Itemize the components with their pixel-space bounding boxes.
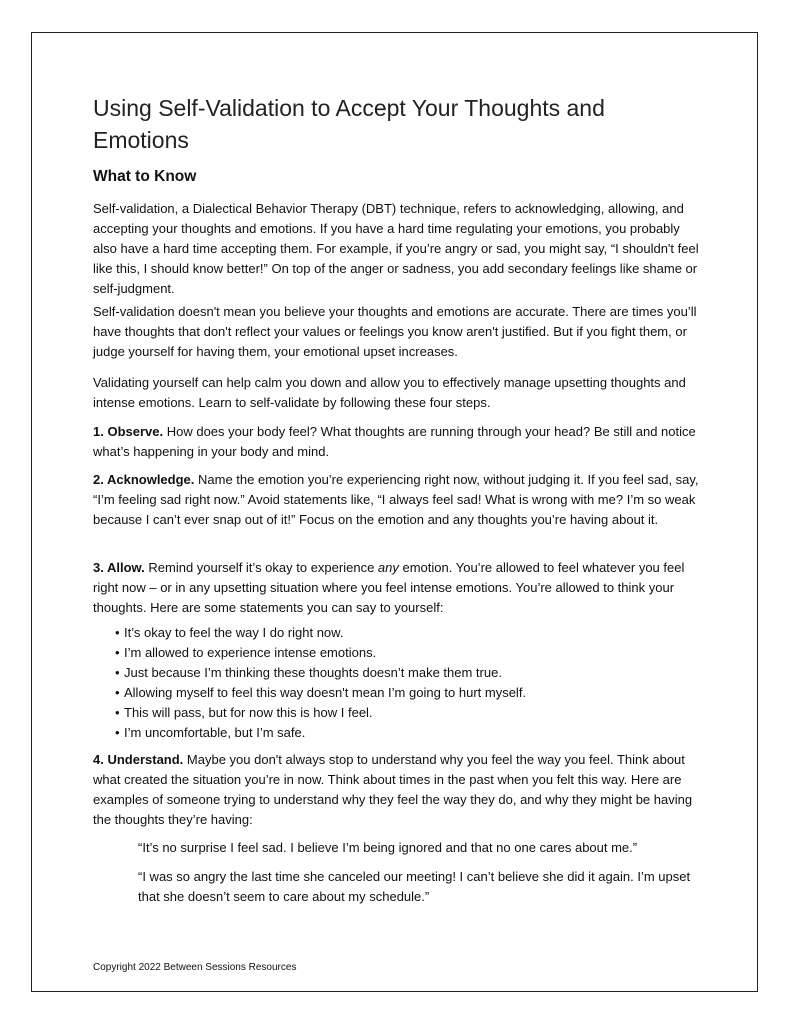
step-emphasis: any (377, 560, 399, 575)
step-text: Maybe you don't always stop to understand why you feel the way you feel. Think about what created the situation you’re in now. Think about times in the past when you felt this way. Here are examples of someone trying to understand why they feel the way they do, and why they might be having the thoughts they’re having: (93, 752, 693, 827)
step-text: Remind yourself it’s okay to experience (144, 560, 378, 575)
step-text: Name the emotion you’re experiencing right now, without judging it. If you feel sad, say, “I’m feeling sad right now.” Avoid statements like, “I always feel sad! What is wrong with me? I’m so weak because I can’t ever snap out of it!” Focus on the emotion and any thoughts you’re having about it. (93, 472, 699, 527)
step-observe (93, 422, 703, 462)
example-quote-1: “It’s no surprise I feel sad. I believe I’m being ignored and that no one cares about me.” (138, 840, 638, 855)
list-item: • Just because I’m thinking these thoughts doesn’t make them true. (93, 663, 693, 683)
step-text: emotion. You’re allowed to feel whatever you feel right now – or in any upsetting situation where you feel intense emotions. You’re allowed to think your thoughts. Here are some statements you can say to yourself: (93, 560, 685, 615)
list-item: • I’m uncomfortable, but I’m safe. (93, 723, 693, 743)
intro-paragraph-2: Self-validation doesn't mean you believe your thoughts and emotions are accurate. There are times you’ll have thoughts that don't reflect your values or feelings you know aren't justified. But if you fight them, or judge yourself for having them, your emotional upset increases. (93, 304, 697, 359)
list-item: • This will pass, but for now this is how I feel. (93, 703, 693, 723)
example-quote-2: “I was so angry the last time she canceled our meeting! I can’t believe she did it again. I’m upset that she doesn’t seem to care about my schedule.” (138, 869, 691, 904)
section-heading: What to Know (93, 168, 197, 185)
list-item: • Allowing myself to feel this way doesn't mean I’m going to hurt myself. (93, 683, 693, 703)
step-text: How does your body feel? What thoughts are running through your head? Be still and notice what’s happening in your body and mind. (93, 424, 696, 459)
copyright-footer: Copyright 2022 Between Sessions Resources (93, 962, 297, 973)
step-acknowledge (93, 470, 703, 530)
intro-paragraph-3: Validating yourself can help calm you down and allow you to effectively manage upsetting thoughts and intense emotions. Learn to self-validate by following these four steps. (93, 375, 686, 410)
step-label: 2. Acknowledge. (93, 472, 195, 487)
step-label: 3. Allow. (93, 560, 145, 575)
allow-statement-list (93, 623, 693, 743)
step-label: 1. Observe. (93, 424, 164, 439)
list-item: • I’m allowed to experience intense emotions. (93, 643, 693, 663)
step-understand (93, 750, 703, 830)
page-title: Using Self-Validation to Accept Your Thoughts and Emotions (93, 95, 605, 153)
step-label: 4. Understand. (93, 752, 184, 767)
step-allow (93, 558, 703, 618)
intro-paragraph-1: Self-validation, a Dialectical Behavior Therapy (DBT) technique, refers to acknowledging, allowing, and accepting your thoughts and emotions. If you have a hard time regulating your emotions, you probably also have a hard time accepting them. For example, if you’re angry or sad, you might say, “I shouldn't feel like this, I should know better!” On top of the anger or sadness, you add secondary feelings like shame or self-judgment. (93, 201, 699, 296)
list-item: • It’s okay to feel the way I do right now. (93, 623, 693, 643)
